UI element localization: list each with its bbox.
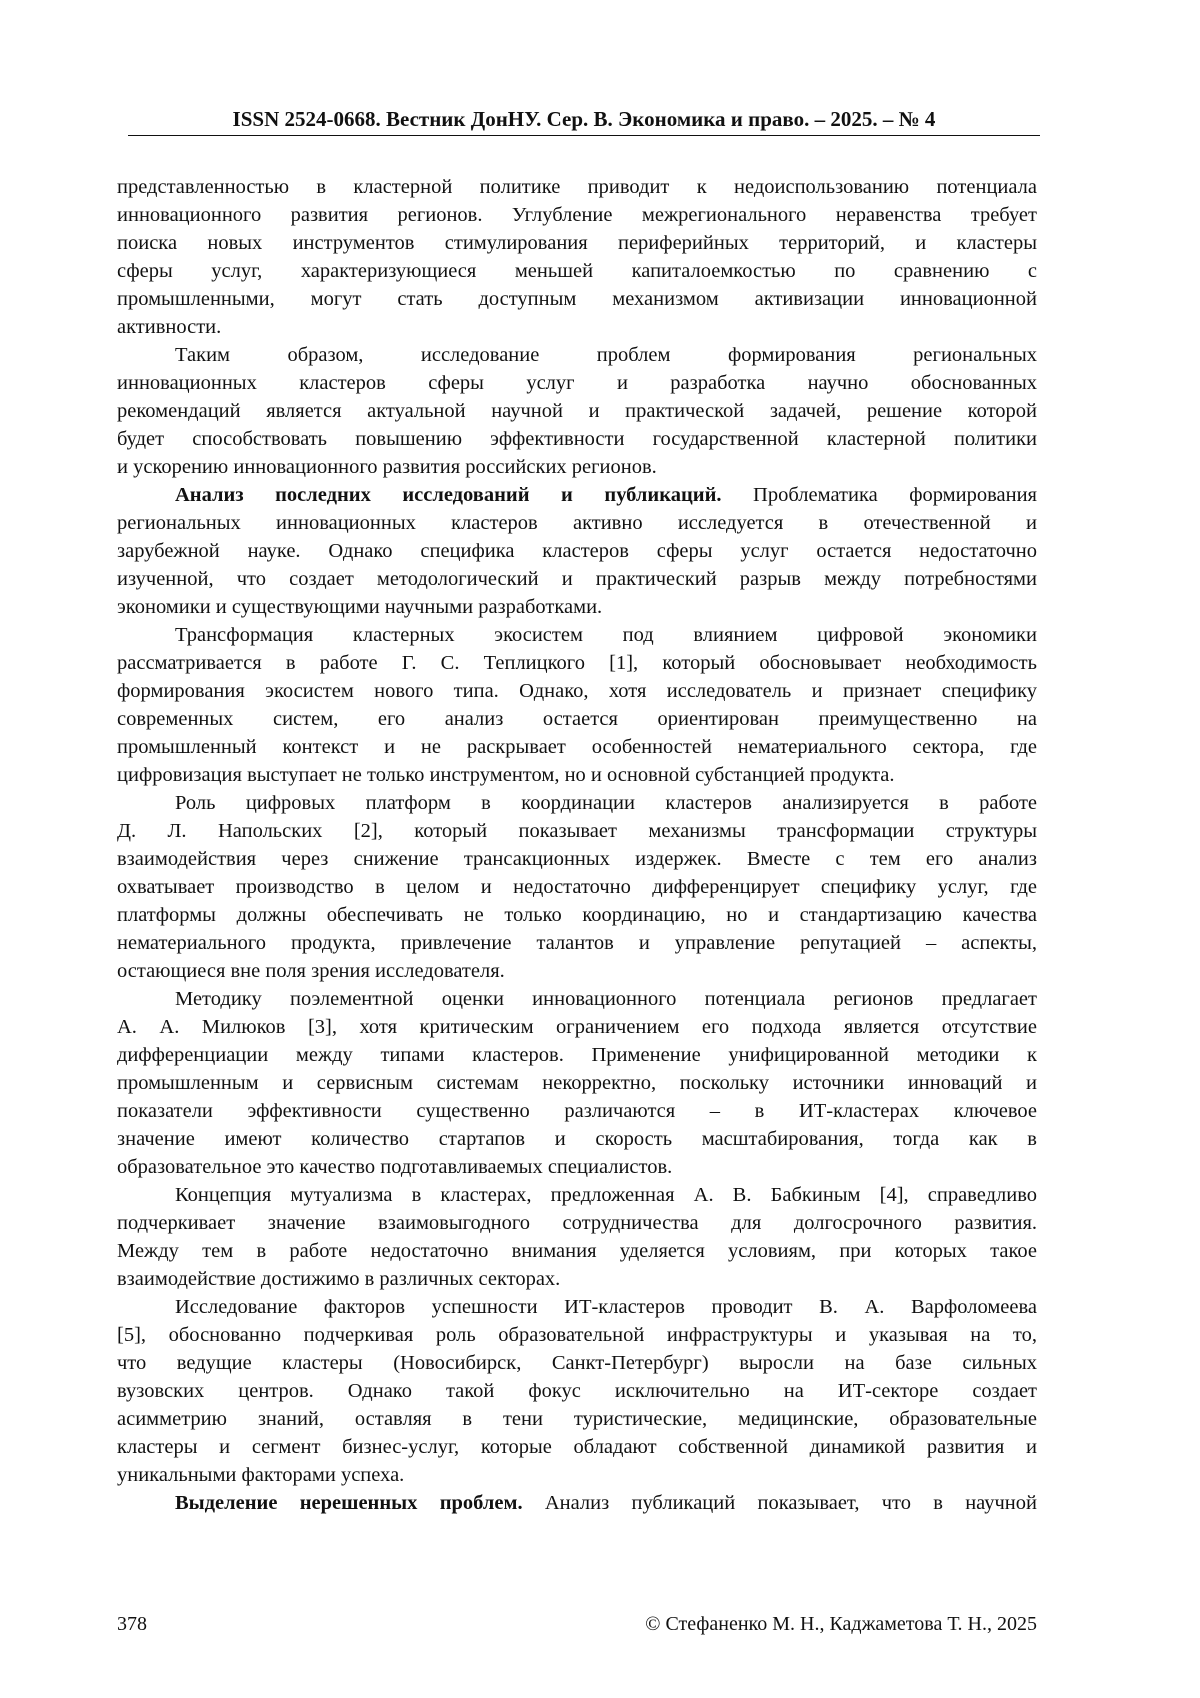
text-line	[117, 1013, 1037, 1041]
text-line	[117, 1349, 1037, 1377]
text-line	[117, 1153, 1037, 1181]
line-text: значение имеют количество стартапов и скорость масштабирования, тогда как в	[117, 1128, 1037, 1150]
line-text: промышленный контекст и не раскрывает особенностей нематериального сектора, где	[117, 736, 1037, 758]
line-text: Анализ публикаций показывает, что в научной	[522, 1492, 1037, 1514]
text-line	[117, 257, 1037, 285]
text-line	[117, 1209, 1037, 1237]
line-text: платформы должны обеспечивать не только координацию, но и стандартизацию качества	[117, 904, 1037, 926]
line-text: Роль цифровых платформ в координации кластеров анализируется в работе	[175, 792, 1037, 814]
line-text: изученной, что создает методологический и практический разрыв между потребностями	[117, 568, 1037, 590]
line-text: остающиеся вне поля зрения исследователя.	[117, 960, 505, 982]
text-line	[117, 229, 1037, 257]
text-line	[117, 201, 1037, 229]
paragraph	[117, 481, 1037, 621]
paragraph	[117, 1181, 1037, 1293]
line-text: рассматривается в работе Г. С. Теплицкого [1], который обосновывает необходимость	[117, 652, 1037, 674]
line-text: инновационных кластеров сферы услуг и разработка научно обоснованных	[117, 372, 1037, 394]
line-text: охватывает производство в целом и недостаточно дифференцирует специфику услуг, где	[117, 876, 1037, 898]
text-line	[117, 733, 1037, 761]
line-text: взаимодействия через снижение трансакционных издержек. Вместе с тем его анализ	[117, 848, 1037, 870]
text-line	[117, 1461, 1037, 1489]
line-text: образовательное это качество подготавливаемых специалистов.	[117, 1156, 673, 1178]
article-body	[117, 173, 1037, 1517]
line-text: будет способствовать повышению эффективности государственной кластерной политики	[117, 428, 1037, 450]
text-line	[117, 369, 1037, 397]
text-line	[117, 313, 1037, 341]
line-text: региональных инновационных кластеров активно исследуется в отечественной и	[117, 512, 1037, 534]
text-line	[117, 1097, 1037, 1125]
line-text: и ускорению инновационного развития российских регионов.	[117, 456, 657, 478]
line-text: Между тем в работе недостаточно внимания уделяется условиям, при которых такое	[117, 1240, 1037, 1262]
text-line	[117, 901, 1037, 929]
line-text: [5], обоснованно подчеркивая роль образовательной инфраструктуры и указывая на то,	[117, 1324, 1037, 1346]
text-line	[117, 1237, 1037, 1265]
line-text: зарубежной науке. Однако специфика кластеров сферы услуг остается недостаточно	[117, 540, 1037, 562]
text-line	[117, 817, 1037, 845]
line-text: формирования экосистем нового типа. Однако, хотя исследователь и признает специфику	[117, 680, 1037, 702]
line-text: цифровизация выступает не только инструментом, но и основной субстанцией продукта.	[117, 764, 895, 786]
line-text: рекомендаций является актуальной научной и практической задачей, решение которой	[117, 400, 1037, 422]
line-text: взаимодействие достижимо в различных секторах.	[117, 1268, 561, 1290]
paragraph	[117, 173, 1037, 341]
line-text: промышленным и сервисным системам некорректно, поскольку источники инноваций и	[117, 1072, 1037, 1094]
text-line	[117, 873, 1037, 901]
line-text: промышленными, могут стать доступным механизмом активизации инновационной	[117, 288, 1037, 310]
line-text: инновационного развития регионов. Углубление межрегионального неравенства требует	[117, 204, 1037, 226]
text-line	[117, 761, 1037, 789]
paragraph	[117, 341, 1037, 481]
text-line	[117, 341, 1037, 369]
text-line	[117, 621, 1037, 649]
line-text: Трансформация кластерных экосистем под влиянием цифровой экономики	[175, 624, 1037, 646]
text-line	[117, 397, 1037, 425]
line-text: Таким образом, исследование проблем формирования региональных	[175, 344, 1037, 366]
text-line	[117, 845, 1037, 873]
text-line	[117, 985, 1037, 1013]
text-line	[117, 705, 1037, 733]
copyright-notice: © Стефаненко М. Н., Каджаметова Т. Н., 2025	[645, 1613, 1037, 1635]
line-text: Проблематика формирования	[721, 484, 1037, 506]
text-line	[117, 929, 1037, 957]
text-line	[117, 1181, 1037, 1209]
line-text: уникальными факторами успеха.	[117, 1464, 405, 1486]
text-line	[117, 1069, 1037, 1097]
text-line	[117, 1125, 1037, 1153]
line-text: показатели эффективности существенно различаются – в ИТ-кластерах ключевое	[117, 1100, 1037, 1122]
line-text: современных систем, его анализ остается ориентирован преимущественно на	[117, 708, 1037, 730]
line-text: Д. Л. Напольских [2], который показывает механизмы трансформации структуры	[117, 820, 1037, 842]
text-line	[117, 481, 1037, 509]
section-heading: Выделение нерешенных проблем.	[175, 1492, 523, 1514]
line-text: кластеры и сегмент бизнес-услуг, которые обладают собственной динамикой развития и	[117, 1436, 1037, 1458]
text-line	[117, 649, 1037, 677]
text-line	[117, 1433, 1037, 1461]
text-line	[117, 677, 1037, 705]
text-line	[117, 1489, 1037, 1517]
text-line	[117, 1377, 1037, 1405]
text-line	[117, 593, 1037, 621]
text-line	[117, 565, 1037, 593]
line-text: дифференциации между типами кластеров. Применение унифицированной методики к	[117, 1044, 1037, 1066]
text-line	[117, 1041, 1037, 1069]
text-line	[117, 1265, 1037, 1293]
text-line	[117, 789, 1037, 817]
line-text: Исследование факторов успешности ИТ-кластеров проводит В. А. Варфоломеева	[175, 1296, 1037, 1318]
text-line	[117, 173, 1037, 201]
text-line	[117, 537, 1037, 565]
text-line	[117, 1405, 1037, 1433]
text-line	[117, 425, 1037, 453]
line-text: вузовских центров. Однако такой фокус исключительно на ИТ-секторе создает	[117, 1380, 1037, 1402]
line-text: подчеркивает значение взаимовыгодного сотрудничества для долгосрочного развития.	[117, 1212, 1037, 1234]
text-line	[117, 1321, 1037, 1349]
text-line	[117, 453, 1037, 481]
header-divider	[128, 135, 1040, 136]
running-header: ISSN 2524-0668. Вестник ДонНУ. Сер. В. Экономика и право. – 2025. – № 4	[232, 107, 936, 131]
paragraph	[117, 789, 1037, 985]
line-text: что ведущие кластеры (Новосибирск, Санкт-Петербург) выросли на базе сильных	[117, 1352, 1037, 1374]
line-text: экономики и существующими научными разработками.	[117, 596, 603, 618]
text-line	[117, 285, 1037, 313]
line-text: представленностью в кластерной политике приводит к недоиспользованию потенциала	[117, 176, 1037, 198]
section-heading: Анализ последних исследований и публикаций.	[175, 484, 722, 506]
line-text: активности.	[117, 316, 222, 338]
line-text: Методику поэлементной оценки инновационного потенциала регионов предлагает	[175, 988, 1037, 1010]
line-text: асимметрию знаний, оставляя в тени туристические, медицинские, образовательные	[117, 1408, 1037, 1430]
text-line	[117, 957, 1037, 985]
text-line	[117, 1293, 1037, 1321]
line-text: сферы услуг, характеризующиеся меньшей капиталоемкостью по сравнению с	[117, 260, 1037, 282]
line-text: нематериального продукта, привлечение талантов и управление репутацией – аспекты,	[117, 932, 1037, 954]
paragraph	[117, 985, 1037, 1181]
line-text: Концепция мутуализма в кластерах, предложенная А. В. Бабкиным [4], справедливо	[175, 1184, 1037, 1206]
paragraph	[117, 1293, 1037, 1489]
line-text: А. А. Милюков [3], хотя критическим ограничением его подхода является отсутствие	[117, 1016, 1037, 1038]
page-number: 378	[117, 1613, 147, 1635]
line-text: поиска новых инструментов стимулирования периферийных территорий, и кластеры	[117, 232, 1037, 254]
paragraph	[117, 1489, 1037, 1517]
paragraph	[117, 621, 1037, 789]
text-line	[117, 509, 1037, 537]
